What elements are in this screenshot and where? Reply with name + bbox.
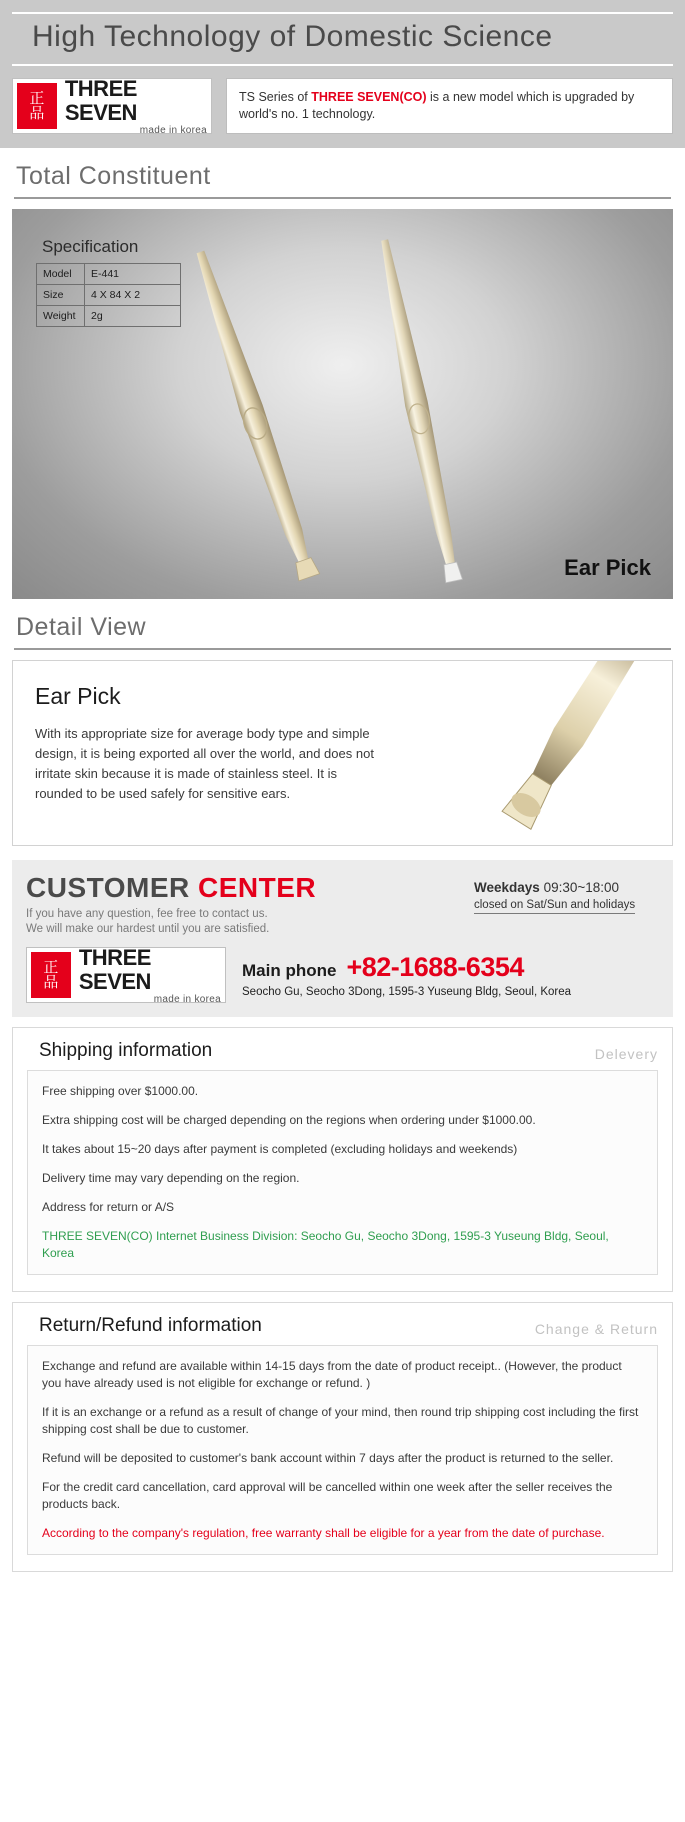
total-constituent-section (0, 148, 685, 199)
shipping-line: Delivery time may vary depending on the region. (42, 1171, 300, 1185)
closed-days-note: closed on Sat/Sun and holidays (474, 899, 635, 914)
business-hours-value: 09:30~18:00 (543, 880, 620, 895)
section-title-detail-view: Detail View (16, 613, 147, 641)
page-header (0, 0, 685, 148)
certification-seal-icon (31, 952, 71, 998)
shipping-information-section (12, 1027, 673, 1292)
seal-bottom-char: 品 (29, 104, 45, 122)
shipping-return-address: THREE SEVEN(CO) Internet Business Division: Seocho Gu, Seocho 3Dong, 1595-3 Yuseung Bldg, Seoul, Korea (42, 1229, 609, 1260)
customer-center-bottom (26, 944, 659, 1005)
title-divider (14, 197, 671, 199)
customer-center-subtext-line2: We will make our hardest until you are satisfied. (26, 923, 270, 935)
brand-name: THREE SEVEN (64, 75, 137, 125)
return-title: Return/Refund information (39, 1315, 262, 1336)
brand-logo-footer (26, 944, 226, 1005)
contact-block (242, 952, 571, 998)
product-image-area (12, 209, 673, 599)
seal-top-char: 正 (43, 958, 59, 976)
business-hours (474, 880, 659, 895)
customer-center-hours-block (474, 872, 659, 914)
return-line: For the credit card cancellation, card approval will be cancelled within one week after the seller receives the products back. (42, 1480, 613, 1511)
customer-center-section (12, 860, 673, 1017)
bottom-spacer (0, 1572, 685, 1612)
header-title-box (12, 12, 673, 66)
customer-center-title-accent: CENTER (198, 872, 317, 903)
product-name-label: Ear Pick (564, 555, 651, 580)
header-message-post: is a new model which is upgraded by world's no. 1 technology. (239, 90, 635, 121)
shipping-line: Extra shipping cost will be charged depending on the regions when ordering under $1000.00. (42, 1113, 536, 1127)
header-message-brand: THREE SEVEN(CO) (311, 90, 427, 104)
ear-pick-illustration-silver (267, 229, 567, 589)
detail-description: With its appropriate size for average body type and simple design, it is being exported all over the world, and does not irritate skin because it is made of stainless steel. It is rounded to be used safely for sensitive ears. (35, 726, 374, 801)
return-header (27, 1315, 658, 1337)
detail-view-section (0, 599, 685, 650)
return-line: Exchange and refund are available within 14-15 days from the date of product receipt.. (However, the product you have already used is not eligible for exchange or refund. ) (42, 1359, 622, 1390)
customer-center-subtext (26, 907, 474, 937)
spec-key: Model (37, 264, 85, 285)
brand-name: THREE SEVEN (78, 944, 151, 994)
customer-center-subtext-line1: If you have any question, fee free to contact us. (26, 908, 268, 920)
seal-bottom-char: 品 (43, 973, 59, 991)
phone-row (242, 952, 571, 983)
brand-tagline: made in korea (139, 124, 207, 136)
phone-label: Main phone (242, 961, 337, 980)
phone-number[interactable]: +82-1688-6354 (346, 952, 524, 982)
customer-center-top (26, 872, 659, 937)
shipping-tag: Delevery (594, 1046, 658, 1062)
company-address: Seocho Gu, Seocho 3Dong, 1595-3 Yuseung Bldg, Seoul, Korea (242, 986, 572, 998)
warranty-note: According to the company's regulation, free warranty shall be eligible for a year from the date of purchase. (42, 1526, 605, 1540)
customer-center-title-main: CUSTOMER (26, 872, 190, 903)
brand-tagline: made in korea (153, 993, 221, 1005)
return-refund-section (12, 1302, 673, 1572)
spec-key: Weight (37, 306, 85, 327)
shipping-header (27, 1040, 658, 1062)
return-tag: Change & Return (534, 1321, 658, 1337)
customer-center-heading-block (26, 872, 474, 937)
shipping-line: Address for return or A/S (42, 1200, 175, 1214)
customer-center-title (26, 872, 474, 904)
detail-heading: Ear Pick (35, 683, 121, 709)
specification-title: Specification (42, 237, 139, 256)
header-message (226, 78, 673, 134)
shipping-line: Free shipping over $1000.00. (42, 1084, 199, 1098)
business-hours-label: Weekdays (474, 880, 540, 895)
header-message-pre: TS Series of (239, 90, 312, 104)
shipping-body (27, 1070, 658, 1275)
seal-top-char: 正 (29, 89, 45, 107)
ear-pick-closeup-illustration (422, 661, 673, 846)
certification-seal-icon (17, 83, 57, 129)
header-body (12, 75, 673, 136)
section-title-total-constituent: Total Constituent (16, 162, 211, 190)
page-title: High Technology of Domestic Science (32, 20, 553, 53)
spec-key: Size (37, 285, 85, 306)
brand-logo (12, 75, 212, 136)
detail-view-box (12, 660, 673, 846)
title-divider (14, 648, 671, 650)
return-line: Refund will be deposited to customer's bank account within 7 days after the product is returned to the seller. (42, 1451, 614, 1465)
spec-value: 2g (85, 306, 181, 327)
return-line: If it is an exchange or a refund as a result of change of your mind, then round trip shipping cost including the first shipping cost shall be due to customer. (42, 1405, 639, 1436)
spec-value: 4 X 84 X 2 (85, 285, 181, 306)
shipping-title: Shipping information (39, 1040, 213, 1061)
shipping-line: It takes about 15~20 days after payment is completed (excluding holidays and weekends) (42, 1142, 518, 1156)
return-body (27, 1345, 658, 1555)
spec-value: E-441 (85, 264, 181, 285)
